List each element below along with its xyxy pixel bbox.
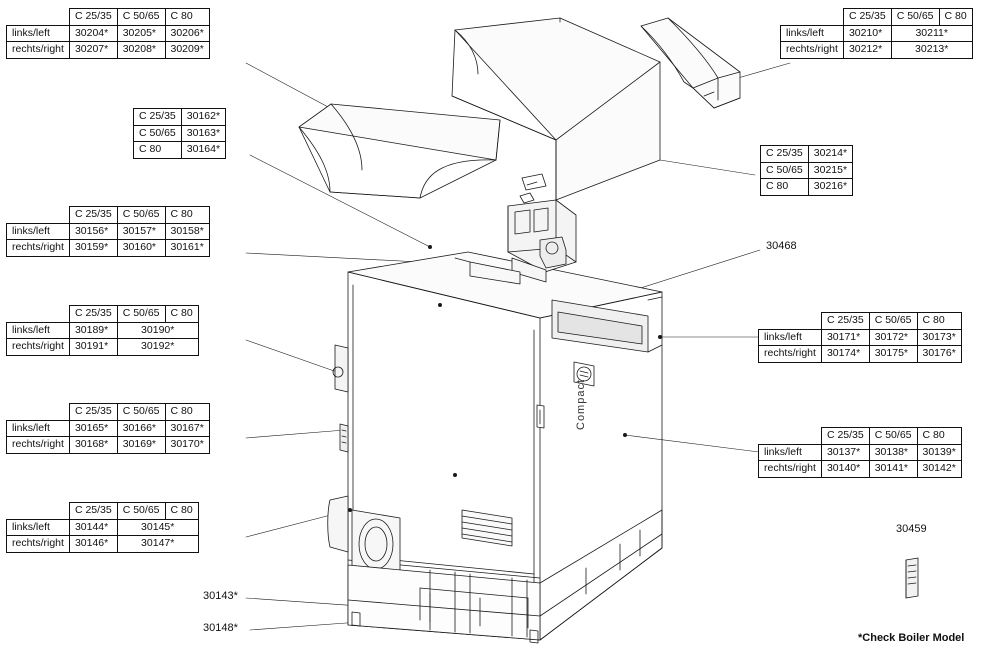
part-number: 30146* — [69, 536, 117, 553]
col-header-c2535: C 25/35 — [843, 9, 891, 26]
part-number: 30170* — [165, 437, 209, 454]
table-row — [759, 346, 962, 363]
callout-30143: 30143* — [203, 590, 238, 602]
part-number: 30190* — [117, 322, 198, 339]
row-header-right: rechts/right — [7, 42, 70, 59]
col-header-c80: C 80 — [165, 306, 198, 323]
col-header-c5065: C 50/65 — [117, 9, 165, 26]
col-header-c5065: C 50/65 — [117, 207, 165, 224]
col-header-c2535: C 25/35 — [821, 428, 869, 445]
table-row — [7, 519, 199, 536]
part-number: 30173* — [917, 329, 961, 346]
parts-table-right-model-stack — [760, 145, 853, 196]
cell — [7, 207, 70, 224]
table-row — [7, 240, 210, 257]
part-number: 30163* — [181, 125, 225, 142]
part-number: 30161* — [165, 240, 209, 257]
col-header-c80: C 80 — [939, 9, 972, 26]
part-number: 30168* — [69, 437, 117, 454]
table-row — [134, 109, 226, 126]
part-number: 30174* — [821, 346, 869, 363]
col-header-c2535: C 25/35 — [69, 306, 117, 323]
parts-table-left-2 — [6, 206, 210, 257]
part-number: 30144* — [69, 519, 117, 536]
col-header-c80: C 80 — [165, 9, 209, 26]
part-number: 30141* — [869, 461, 917, 478]
part-number: 30215* — [808, 162, 852, 179]
part-number: 30147* — [117, 536, 198, 553]
row-header-right: rechts/right — [759, 461, 822, 478]
cell — [7, 503, 70, 520]
model-label: C 80 — [134, 142, 182, 159]
part-number: 30204* — [69, 25, 117, 42]
col-header-c80: C 80 — [917, 428, 961, 445]
part-number: 30137* — [821, 444, 869, 461]
model-label: C 25/35 — [134, 109, 182, 126]
part-number: 30207* — [69, 42, 117, 59]
cell — [759, 313, 822, 330]
row-header-right: rechts/right — [7, 240, 70, 257]
model-label: C 50/65 — [761, 162, 809, 179]
part-number: 30165* — [69, 420, 117, 437]
part-number: 30213* — [891, 42, 972, 59]
parts-table-cover-stack — [133, 108, 226, 159]
model-label: C 25/35 — [761, 146, 809, 163]
col-header-c2535: C 25/35 — [69, 9, 117, 26]
row-header-left: links/left — [7, 25, 70, 42]
part-number: 30172* — [869, 329, 917, 346]
col-header-c5065: C 50/65 — [117, 404, 165, 421]
cell — [7, 306, 70, 323]
table-row — [761, 162, 853, 179]
part-number: 30175* — [869, 346, 917, 363]
parts-table-right-3 — [758, 427, 962, 478]
col-header-c5065: C 50/65 — [117, 306, 165, 323]
table-row — [7, 223, 210, 240]
col-header-c5065: C 50/65 — [117, 503, 165, 520]
model-label: C 50/65 — [134, 125, 182, 142]
part-number: 30171* — [821, 329, 869, 346]
part-number: 30162* — [181, 109, 225, 126]
table-row — [7, 437, 210, 454]
part-number: 30159* — [69, 240, 117, 257]
part-number: 30145* — [117, 519, 198, 536]
part-number: 30210* — [843, 25, 891, 42]
parts-table-left-5 — [6, 502, 199, 553]
svg-text:Compact: Compact — [575, 378, 587, 430]
row-header-right: rechts/right — [7, 536, 70, 553]
cell — [7, 9, 70, 26]
callout-30148: 30148* — [203, 622, 238, 634]
part-number: 30169* — [117, 437, 165, 454]
table-row — [761, 179, 853, 196]
table-row — [7, 339, 199, 356]
part-number: 30160* — [117, 240, 165, 257]
parts-table-left-4 — [6, 403, 210, 454]
table-row — [7, 25, 210, 42]
part-number: 30206* — [165, 25, 209, 42]
row-header-right: rechts/right — [781, 42, 844, 59]
row-header-left: links/left — [781, 25, 844, 42]
part-number: 30212* — [843, 42, 891, 59]
row-header-left: links/left — [7, 322, 70, 339]
col-header-c2535: C 25/35 — [69, 404, 117, 421]
table-row — [7, 42, 210, 59]
table-row — [134, 142, 226, 159]
row-header-left: links/left — [7, 223, 70, 240]
part-number: 30156* — [69, 223, 117, 240]
part-number: 30164* — [181, 142, 225, 159]
part-number: 30214* — [808, 146, 852, 163]
part-number: 30158* — [165, 223, 209, 240]
part-number: 30192* — [117, 339, 198, 356]
row-header-right: rechts/right — [759, 346, 822, 363]
table-row — [7, 420, 210, 437]
table-row — [759, 461, 962, 478]
row-header-left: links/left — [7, 420, 70, 437]
col-header-c5065: C 50/65 — [869, 313, 917, 330]
part-number: 30205* — [117, 25, 165, 42]
table-row — [759, 329, 962, 346]
col-header-c2535: C 25/35 — [69, 207, 117, 224]
part-number: 30209* — [165, 42, 209, 59]
table-row — [7, 536, 199, 553]
table-row — [781, 25, 973, 42]
part-number: 30142* — [917, 461, 961, 478]
col-header-c80: C 80 — [165, 404, 209, 421]
col-header-c80: C 80 — [917, 313, 961, 330]
part-number: 30157* — [117, 223, 165, 240]
table-row — [759, 444, 962, 461]
col-header-c2535: C 25/35 — [69, 503, 117, 520]
part-number: 30216* — [808, 179, 852, 196]
parts-table-top-right — [780, 8, 973, 59]
part-number: 30138* — [869, 444, 917, 461]
row-header-left: links/left — [7, 519, 70, 536]
col-header-c2535: C 25/35 — [821, 313, 869, 330]
part-number: 30208* — [117, 42, 165, 59]
footnote-check-boiler-model: *Check Boiler Model — [858, 632, 965, 644]
row-header-right: rechts/right — [7, 437, 70, 454]
table-row — [134, 125, 226, 142]
parts-table-right-2 — [758, 312, 962, 363]
cell — [781, 9, 844, 26]
table-row — [7, 322, 199, 339]
cell — [759, 428, 822, 445]
callout-30468: 30468 — [766, 240, 797, 252]
col-header-c5065: C 50/65 — [891, 9, 939, 26]
part-number: 30211* — [891, 25, 972, 42]
col-header-c5065: C 50/65 — [869, 428, 917, 445]
col-header-c80: C 80 — [165, 207, 209, 224]
callout-30459: 30459 — [896, 523, 927, 535]
row-header-right: rechts/right — [7, 339, 70, 356]
col-header-c80: C 80 — [165, 503, 198, 520]
part-number: 30189* — [69, 322, 117, 339]
cell — [7, 404, 70, 421]
row-header-left: links/left — [759, 444, 822, 461]
part-number: 30167* — [165, 420, 209, 437]
part-number: 30140* — [821, 461, 869, 478]
parts-table-top-left — [6, 8, 210, 59]
part-number: 30166* — [117, 420, 165, 437]
table-row — [781, 42, 973, 59]
row-header-left: links/left — [759, 329, 822, 346]
parts-table-left-3 — [6, 305, 199, 356]
model-label: C 80 — [761, 179, 809, 196]
part-number: 30176* — [917, 346, 961, 363]
table-row — [761, 146, 853, 163]
part-number: 30191* — [69, 339, 117, 356]
part-number: 30139* — [917, 444, 961, 461]
